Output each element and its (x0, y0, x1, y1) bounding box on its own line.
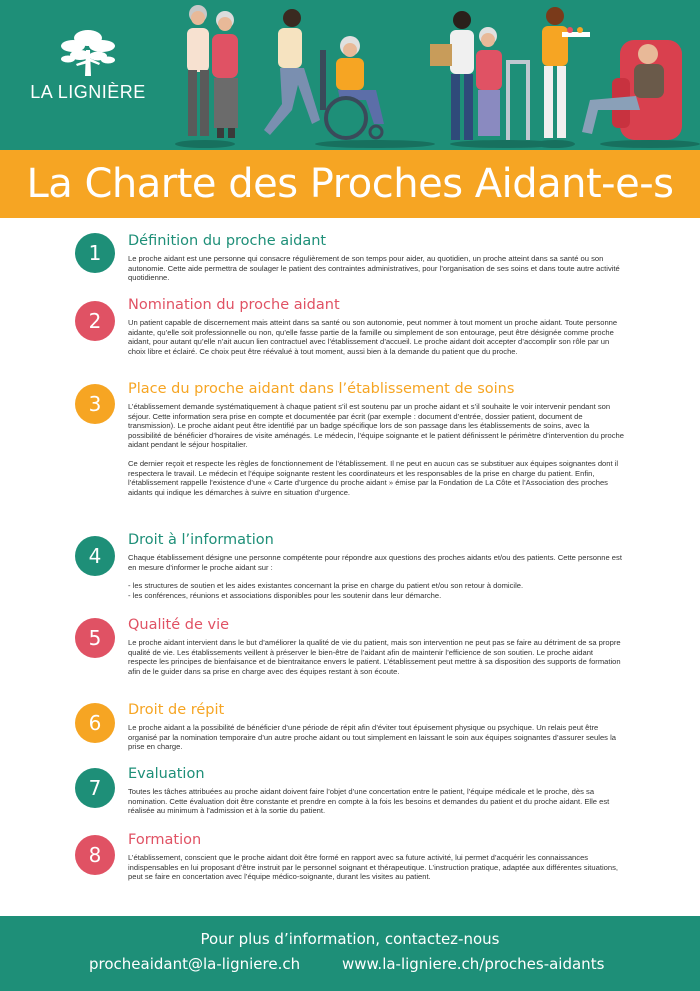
section-paragraph: Le proche aidant intervient dans le but d’améliorer la qualité de vie du patient, mais son intervention ne peut pas se faire au détriment de sa propre qualité de vie. Les établissements veillent à préserver le bien-être de l’aidant afin de maintenir l’efficience de son soutien. Le proche aidant respecte les principes de bienfaisance et de bientraitance envers le patient. L’établissement peut mettre à sa disposition des supports de formation afin de le guider dans sa prise en charge avec des équipes restant à son écoute. (128, 638, 621, 676)
section-title: Evaluation (128, 766, 205, 782)
section-body (128, 638, 624, 676)
footer (0, 916, 700, 991)
brand-logo[interactable] (22, 26, 154, 106)
section-paragraph: L’établissement, conscient que le proche aidant doit être formé en rapport avec sa future activité, lui permet d’acquérir les connaissances indispensables en lui proposant d’être instruit par le personnel soignant et thérapeutique. L’instruction pratique, adaptée aux différentes situations, peut se faire en concertation avec l’équipe médico-soignante, durant les visites au patient. (128, 853, 618, 882)
section-body (128, 723, 624, 752)
section-paragraph: Le proche aidant a la possibilité de bénéficier d’une période de répit afin d’éviter tout épuisement physique ou psychique. Un relais peut être organisé par la nomination temporaire d’un autre proche aidant ou tout simplement en laissant le soin aux équipes soignantes d’assurer seules la prise en charge. (128, 723, 616, 752)
website-link[interactable]: www.la-ligniere.ch/proches-aidants (342, 955, 605, 973)
section-number-badge: 4 (75, 536, 115, 576)
section-body (128, 318, 624, 356)
section-number-badge: 7 (75, 768, 115, 808)
caregivers-illustration (170, 0, 700, 150)
section-title: Place du proche aidant dans l’établissement de soins (128, 381, 515, 397)
section-title: Droit de répit (128, 702, 225, 718)
section-paragraph: Chaque établissement désigne une personne compétente pour répondre aux questions des proches aidants et/ou des patients. Cette personne est en mesure d’informer le proche aidant sur : (128, 553, 622, 572)
section-title: Définition du proche aidant (128, 233, 327, 249)
section-paragraph: Un patient capable de discernement mais atteint dans sa santé ou son autonomie, peut nommer à tout moment un proche aidant. Toute personne aidante, qu’elle soit professionnelle ou non, qu’elle fasse partie de la famille ou simplement de son entourage, peut être désignée comme proche aidant, pour autant qu’elle n’ait aucun lien contractuel avec l’établissement d’accueil. Le proche aidant doit accepter d’accomplir son rôle par un choix libre et éclairé. Ce choix peut être réévalué à tout moment, aussi bien à la demande du patient que du proche. (128, 318, 618, 356)
section-paragraph: Le proche aidant est une personne qui consacre régulièrement de son temps pour aider, au quotidien, un proche atteint dans sa santé ou son autonomie. Cette aide permettra de soulager le patient des contraintes administratives, pour l’organisation de ses soins et dans toute autre activité quotidienne. (128, 254, 620, 283)
section-title: Droit à l’information (128, 532, 274, 548)
section-body (128, 402, 624, 497)
section-body (128, 254, 624, 283)
header (0, 0, 700, 150)
tree-icon (58, 26, 118, 78)
section-body (128, 553, 624, 600)
section-body (128, 853, 624, 882)
section-list-item: - les structures de soutien et les aides existantes concernant la prise en charge du patient et/ou son retour à domicile. (128, 581, 524, 591)
section-number-badge: 1 (75, 233, 115, 273)
section-title: Formation (128, 832, 202, 848)
title-banner (0, 150, 700, 218)
section-list-item: - les conférences, réunions et associations disponibles pour les soutenir dans leur démarche. (128, 590, 442, 600)
section-number-badge: 3 (75, 384, 115, 424)
contact-heading: Pour plus d’information, contactez-nous (200, 930, 500, 948)
section-paragraph: Ce dernier reçoit et respecte les règles de fonctionnement de l’établissement. Il ne peut en aucun cas se substituer aux équipes soignantes dont il respectera le travail. Le médecin et l’équipe soignante restent les coordinateurs et les responsables de la prise en charge du patient. Enfin, l’établissement rappelle l’existence d’une « Carte d’urgence du proche aidant » émise par la Fondation de La Côte et l’Association des proches aidants qui indique les démarches à suivre en situation d’urgence. (128, 458, 619, 497)
section-title: Nomination du proche aidant (128, 297, 340, 313)
section-paragraph: Toutes les tâches attribuées au proche aidant doivent faire l’objet d’une concertation entre le patient, l’équipe médicale et le proche, dès sa nomination. Cette évaluation doit être constante et prendre en compte à la fois les besoins et demandes du patient et du proche aidant. Elle est réalisée au minimum à l’admission et à la sortie du patient. (128, 787, 610, 816)
section-number-badge: 8 (75, 835, 115, 875)
section-number-badge: 6 (75, 703, 115, 743)
contact-email-link[interactable]: procheaidant@la-ligniere.ch (89, 955, 301, 973)
section-paragraph: L’établissement demande systématiquement à chaque patient s’il est soutenu par un proche aidant et s’il souhaite le voir intervenir pendant son séjour. Cette information sera prise en compte et documentée par écrit (par exemple : document d’entrée, dossier patient, document de transmission). Le proche aidant peut être identifié par un badge spécifique lors de son passage dans les établissements de soins, avec la possibilité de bénéficier d’horaires de visite aménagés. Le médecin, l’équipe soignante et le patient définissent le périmètre d’intervention du proche aidant pendant le séjour hospitalier. (128, 402, 625, 450)
section-body (128, 787, 624, 816)
brand-name: LA LIGNIÈRE (30, 82, 146, 102)
section-number-badge: 5 (75, 618, 115, 658)
page-title: La Charte des Proches Aidant-e-s (26, 161, 674, 207)
section-title: Qualité de vie (128, 617, 230, 633)
section-number-badge: 2 (75, 301, 115, 341)
